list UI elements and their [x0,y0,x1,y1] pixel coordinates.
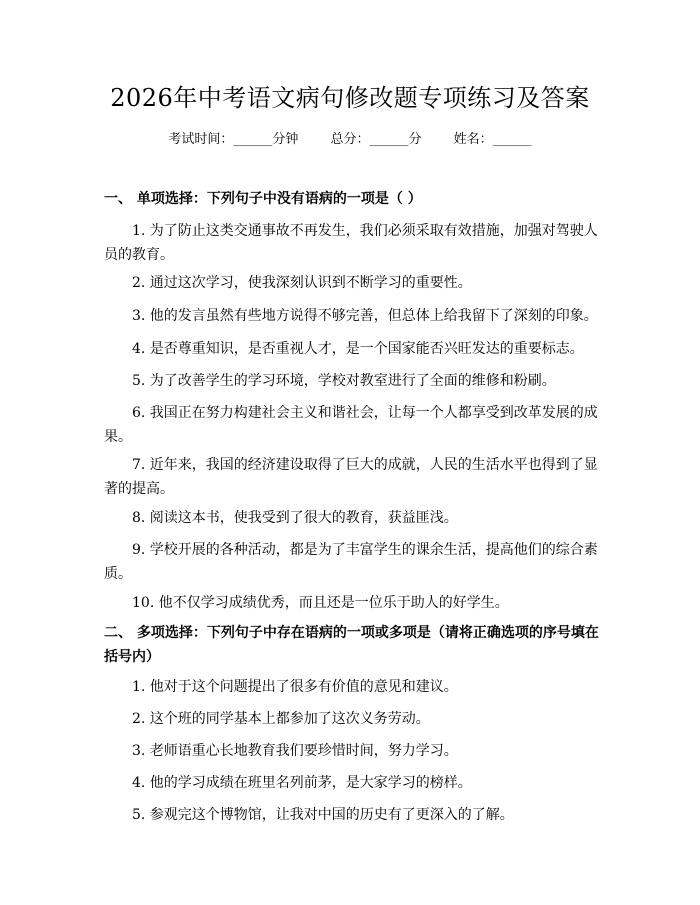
question-item: 4. 他的学习成绩在班里名列前茅，是大家学习的榜样。 [132,775,472,791]
document-title: 2026年中考语文病句修改题专项练习及答案 [110,84,590,112]
question-item: 9. 学校开展的各种活动，都是为了丰富学生的课余生活，提高他们的综合素质。 [104,542,598,582]
section-1-heading: 一、 单项选择：下列句子中没有语病的一项是（ ） [104,191,422,207]
question-item: 5. 为了改善学生的学习环境，学校对教室进行了全面的维修和粉刷。 [132,373,556,389]
question-item: 1. 他对于这个问题提出了很多有价值的意见和建议。 [132,679,458,695]
question-item: 2. 通过这次学习，使我深刻认识到不断学习的重要性。 [132,275,472,291]
question-item: 1. 为了防止这类交通事故不再发生，我们必须采取有效措施，加强对驾驶人员的教育。 [104,223,598,263]
question-item: 4. 是否尊重知识，是否重视人才，是一个国家能否兴旺发达的重要标志。 [132,341,584,357]
exam-meta-line [0,130,700,150]
section-2-heading: 二、 多项选择：下列句子中存在语病的一项或多项是（请将正确选项的序号填在括号内） [104,625,599,665]
question-item: 10. 他不仅学习成绩优秀，而且还是一位乐于助人的好学生。 [132,595,509,611]
question-item: 3. 他的发言虽然有些地方说得不够完善，但总体上给我留下了深刻的印象。 [132,308,598,324]
question-item: 5. 参观完这个博物馆，让我对中国的历史有了更深入的了解。 [132,807,514,823]
question-item: 7. 近年来，我国的经济建设取得了巨大的成就，人民的生活水平也得到了显著的提高。 [104,457,598,497]
question-item: 2. 这个班的同学基本上都参加了这次义务劳动。 [132,711,430,727]
question-item: 8. 阅读这本书，使我受到了很大的教育，获益匪浅。 [132,510,458,526]
student-name-field: 姓名：______ [453,132,532,147]
exam-time-field: 考试时间：______分钟 [168,132,299,147]
question-item: 3. 老师语重心长地教育我们要珍惜时间，努力学习。 [132,743,458,759]
total-score-field: 总分：______分 [330,132,422,147]
question-item: 6. 我国正在努力构建社会主义和谐社会，让每一个人都享受到改革发展的成果。 [104,405,598,445]
